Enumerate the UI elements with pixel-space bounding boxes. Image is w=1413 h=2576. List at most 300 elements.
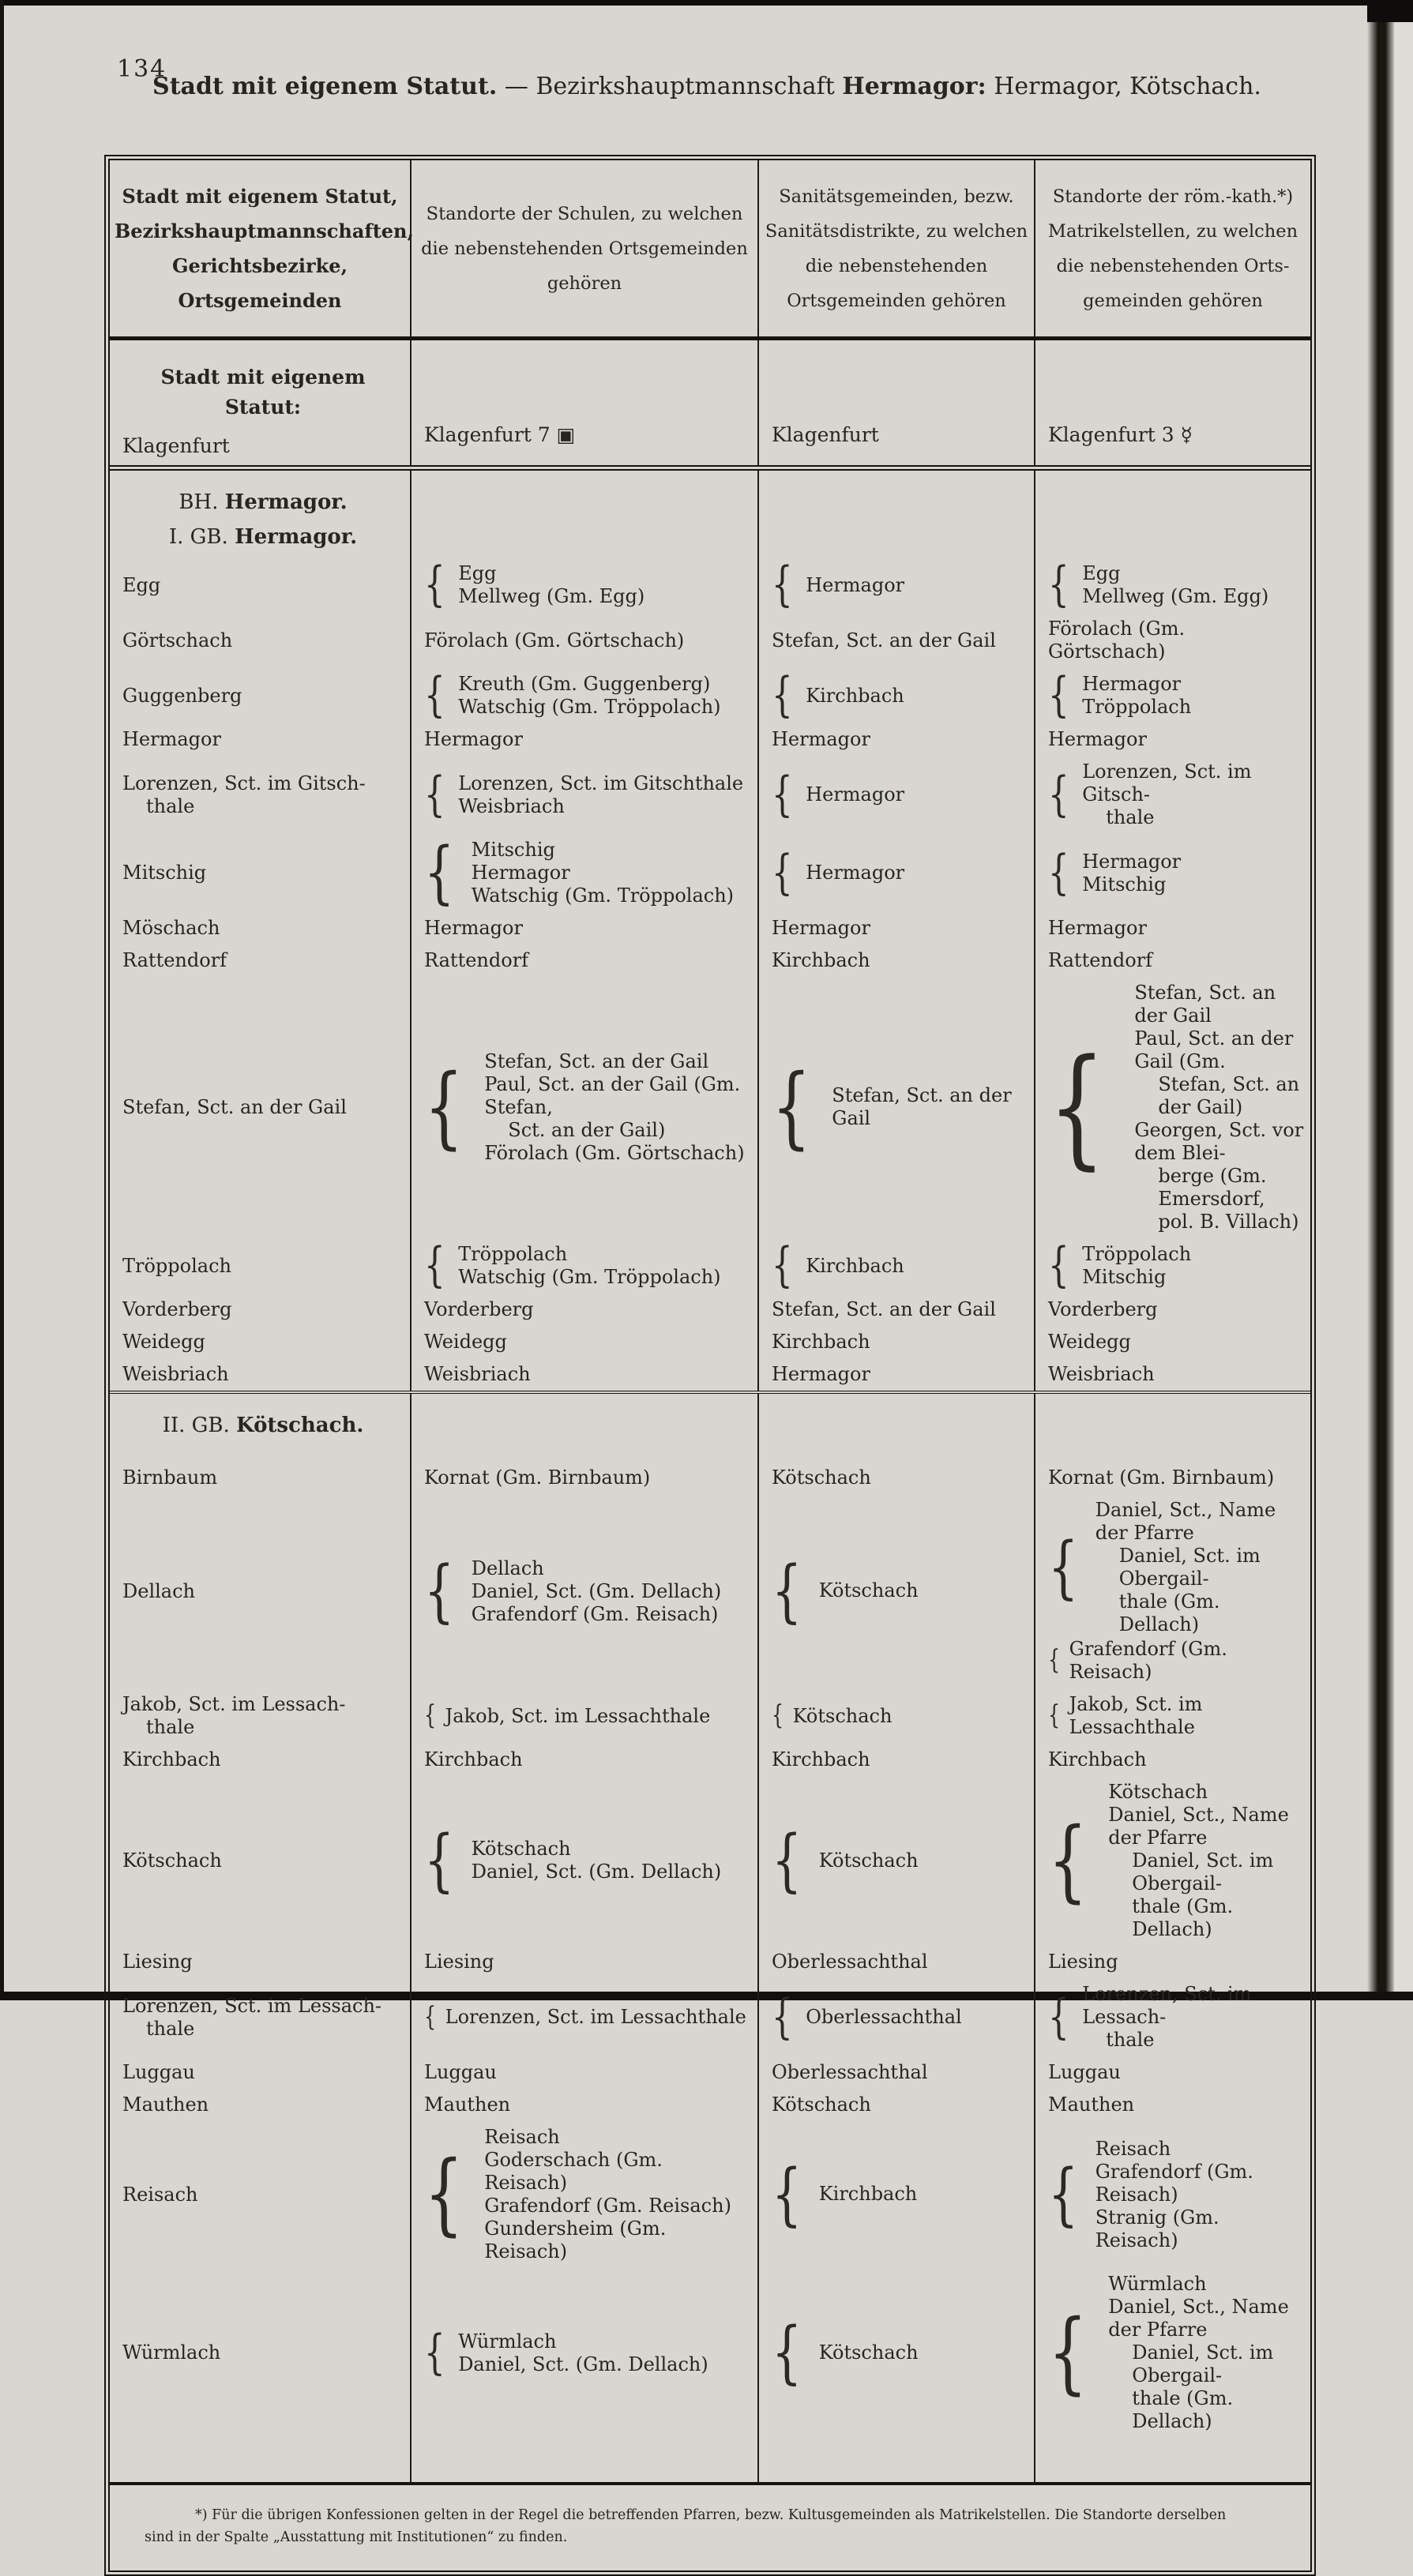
empty-cell bbox=[757, 1394, 1034, 1462]
text-line: Görtschach bbox=[122, 629, 233, 652]
ortsgemeinde-cell bbox=[110, 1294, 410, 1326]
text-line: Weisbriach bbox=[122, 1363, 229, 1385]
entry-group bbox=[772, 1699, 1028, 1732]
text-line: Daniel, Sct. im Obergail- bbox=[1132, 1849, 1274, 1894]
gazetteer-table bbox=[104, 155, 1316, 2576]
text-line: Tröppolach bbox=[1082, 1243, 1192, 1265]
table-row bbox=[110, 558, 1310, 613]
sanitaet-cell bbox=[757, 834, 1034, 912]
sanitaet-cell bbox=[757, 1776, 1034, 1946]
entry-lines bbox=[1048, 917, 1147, 940]
entry-group bbox=[772, 766, 1028, 822]
text-line: Weisbriach bbox=[458, 794, 565, 817]
table-row bbox=[110, 2121, 1310, 2268]
statut-label-cell bbox=[110, 340, 410, 465]
matrikel-cell bbox=[1034, 1978, 1310, 2056]
text-line: Goderschach (Gm. Reisach) bbox=[484, 2149, 663, 2194]
entry-group bbox=[1048, 1466, 1304, 1489]
table-header-row bbox=[110, 160, 1310, 340]
brace-glyph: { bbox=[1048, 557, 1069, 613]
text-line: Hermagor bbox=[772, 1363, 870, 1385]
entry-group bbox=[424, 1821, 751, 1901]
brace-glyph: { bbox=[772, 1055, 811, 1158]
entry-lines bbox=[832, 1084, 1028, 1130]
matrikel-cell bbox=[1034, 1358, 1310, 1391]
text-line: Kornat (Gm. Birnbaum) bbox=[424, 1466, 651, 1489]
brace-glyph: { bbox=[1048, 1808, 1088, 1912]
sanitaet-cell bbox=[757, 1238, 1034, 1294]
schulen-cell bbox=[410, 668, 757, 723]
entry-group bbox=[1048, 1298, 1304, 1321]
entry-lines bbox=[424, 728, 523, 751]
text-line: Vorderberg bbox=[122, 1298, 232, 1320]
text-line: Jakob, Sct. im Lessachthale bbox=[445, 1704, 711, 1727]
empty-cell bbox=[1034, 2438, 1310, 2482]
sanitaet-cell bbox=[757, 756, 1034, 834]
column-header-line: Standorte der Schulen, zu welchen bbox=[426, 203, 743, 224]
matrikel-cell bbox=[1034, 2089, 1310, 2121]
text-line: Lorenzen, Sct. im Gitschthale bbox=[458, 772, 744, 794]
text-line: Hermagor bbox=[806, 783, 905, 805]
entry-group bbox=[424, 2324, 751, 2380]
table-row bbox=[110, 1744, 1310, 1776]
entry-group bbox=[424, 667, 751, 723]
entry-lines bbox=[1082, 851, 1181, 896]
empty-cell bbox=[410, 1394, 757, 1462]
brace-glyph: { bbox=[424, 2324, 445, 2380]
table-row bbox=[110, 1462, 1310, 1494]
text-line: Hermagor bbox=[122, 728, 221, 750]
entry-lines bbox=[424, 1951, 494, 1973]
page-title bbox=[107, 73, 1307, 100]
entry-lines bbox=[472, 1838, 722, 1883]
column-header bbox=[410, 160, 757, 336]
table-row bbox=[110, 834, 1310, 912]
page-title-places: Hermagor, Kötschach. bbox=[994, 73, 1261, 100]
entry-group bbox=[772, 1748, 1028, 1771]
entry-group bbox=[424, 2000, 751, 2033]
text-line: Weidegg bbox=[424, 1331, 507, 1353]
entry-group bbox=[424, 949, 751, 972]
ortsgemeinde-cell bbox=[110, 1326, 410, 1358]
matrikel-cell bbox=[1034, 723, 1310, 756]
empty-cell bbox=[757, 471, 1034, 558]
sanitaet-cell bbox=[757, 944, 1034, 977]
entry-lines bbox=[772, 1363, 870, 1386]
entry-group bbox=[1048, 557, 1304, 613]
text-line: Sct. an der Gail) bbox=[508, 1119, 666, 1141]
text-line: Hermagor bbox=[1082, 850, 1182, 873]
text-line: Rattendorf bbox=[1048, 949, 1153, 971]
empty-cell bbox=[410, 2438, 757, 2482]
entry-lines bbox=[1048, 728, 1147, 751]
schulen-cell bbox=[410, 1462, 757, 1494]
text-line: Daniel, Sct., Name der Pfarre bbox=[1095, 1499, 1276, 1544]
entry-group bbox=[772, 1298, 1028, 1321]
entry-lines bbox=[819, 2341, 919, 2364]
text-line: Liesing bbox=[122, 1951, 193, 1973]
text-line: Möschach bbox=[122, 917, 220, 939]
brace-glyph: { bbox=[424, 766, 445, 822]
brace-glyph: { bbox=[424, 1699, 437, 1732]
ortsgemeinde-cell bbox=[110, 1494, 410, 1688]
entry-group bbox=[1048, 1638, 1304, 1684]
text-line: Kreuth (Gm. Guggenberg) bbox=[458, 673, 711, 695]
entry-group bbox=[772, 1055, 1028, 1158]
matrikel-cell bbox=[1034, 1946, 1310, 1978]
text-line: Hermagor bbox=[806, 862, 905, 884]
brace-glyph: { bbox=[772, 1821, 802, 1901]
schulen-cell bbox=[410, 1776, 757, 1946]
table-row bbox=[110, 723, 1310, 756]
entry-lines bbox=[424, 1466, 650, 1489]
text-line: Stefan, Sct. an der Gail bbox=[484, 1050, 709, 1072]
page-number: 134 bbox=[117, 55, 167, 83]
brace-glyph: { bbox=[772, 766, 793, 822]
entry-group bbox=[424, 1699, 751, 1732]
text-line: pol. B. Villach) bbox=[1158, 1211, 1299, 1233]
table-row bbox=[110, 1238, 1310, 1294]
text-line: Reisach bbox=[1095, 2137, 1171, 2160]
brace-glyph: { bbox=[772, 667, 793, 723]
column-header bbox=[1034, 160, 1310, 336]
sanitaet-cell bbox=[757, 2056, 1034, 2089]
text-line: Egg bbox=[458, 562, 497, 584]
entry-group bbox=[772, 2154, 1028, 2234]
entry-lines bbox=[1048, 1331, 1131, 1354]
matrikel-cell bbox=[1034, 2056, 1310, 2089]
brace-glyph: { bbox=[1048, 1527, 1079, 1607]
brace-glyph: { bbox=[1048, 1699, 1061, 1732]
scan-corner-top-right bbox=[1367, 0, 1413, 22]
entry-lines bbox=[806, 685, 904, 708]
text-line: Mauthen bbox=[424, 2093, 511, 2116]
brace-glyph: { bbox=[424, 2000, 437, 2033]
brace-glyph: { bbox=[424, 2142, 464, 2246]
entry-group bbox=[424, 1466, 751, 1489]
text-line: Tröppolach bbox=[122, 1254, 231, 1277]
entry-lines bbox=[1048, 1466, 1274, 1489]
entry-lines bbox=[772, 2061, 928, 2084]
entry-group bbox=[1048, 728, 1304, 751]
entry-lines bbox=[772, 1748, 870, 1771]
column-header-line: Gerichtsbezirke, bbox=[172, 253, 348, 277]
text-line: Luggau bbox=[1048, 2061, 1121, 2083]
entry-group bbox=[772, 1331, 1028, 1354]
entry-group bbox=[772, 728, 1028, 751]
ortsgemeinde-cell bbox=[110, 1688, 410, 1744]
entry-lines bbox=[1048, 1298, 1158, 1321]
text-line: Tröppolach bbox=[1082, 696, 1192, 718]
table-row bbox=[110, 1358, 1310, 1391]
text-line: Paul, Sct. an der Gail (Gm. bbox=[1134, 1027, 1294, 1072]
table-row bbox=[110, 2056, 1310, 2089]
statut-value-cell: Klagenfurt bbox=[757, 340, 1034, 465]
text-line: Mitschig bbox=[471, 839, 555, 861]
text-line: Grafendorf (Gm. Reisach) bbox=[1095, 2160, 1253, 2206]
text-line: Kötschach bbox=[772, 1466, 871, 1489]
entry-lines bbox=[819, 1849, 919, 1872]
text-line: Stefan, Sct. an der Gail bbox=[1134, 982, 1276, 1027]
text-line: Förolach (Gm. Görtschach) bbox=[484, 1142, 745, 1164]
text-line: Reisach bbox=[484, 2126, 560, 2148]
statut-band-row bbox=[110, 340, 1310, 471]
entry-group bbox=[772, 1988, 1028, 2045]
text-line: Dellach bbox=[122, 1579, 196, 1602]
text-line: Georgen, Sct. vor dem Blei- bbox=[1134, 1119, 1304, 1164]
sanitaet-cell bbox=[757, 912, 1034, 944]
entry-group bbox=[424, 1951, 751, 1973]
matrikel-cell bbox=[1034, 1776, 1310, 1946]
text-line: Kötschach bbox=[818, 1849, 919, 1872]
entry-lines bbox=[424, 2061, 497, 2084]
entry-group bbox=[772, 949, 1028, 972]
entry-lines bbox=[445, 1705, 711, 1728]
text-line: Liesing bbox=[1048, 1951, 1118, 1973]
matrikel-cell bbox=[1034, 1494, 1310, 1688]
text-line: Vorderberg bbox=[1048, 1298, 1158, 1320]
entry-group bbox=[1048, 1748, 1304, 1771]
ortsgemeinde-cell bbox=[110, 2089, 410, 2121]
ortsgemeinde-cell bbox=[110, 1462, 410, 1494]
text-line: Weisbriach bbox=[1048, 1363, 1155, 1385]
entry-lines bbox=[1108, 2273, 1304, 2433]
column-header-line: Matrikelstellen, zu welchen bbox=[1047, 220, 1298, 242]
entry-group bbox=[772, 844, 1028, 900]
entry-lines bbox=[1048, 1951, 1118, 1973]
ortsgemeinde-cell bbox=[110, 1776, 410, 1946]
entry-group bbox=[772, 1363, 1028, 1386]
text-line: Stefan, Sct. an der Gail bbox=[122, 1096, 347, 1118]
entry-lines bbox=[1048, 2061, 1121, 2084]
brace-glyph: { bbox=[424, 1237, 445, 1294]
entry-lines bbox=[458, 1243, 720, 1289]
entry-lines bbox=[424, 949, 528, 972]
table-row bbox=[110, 1326, 1310, 1358]
schulen-cell bbox=[410, 1688, 757, 1744]
entry-group bbox=[424, 629, 751, 652]
page-title-district: Hermagor: bbox=[842, 73, 986, 100]
entry-group bbox=[1048, 2061, 1304, 2084]
brace-glyph: { bbox=[1048, 2154, 1079, 2234]
entry-group bbox=[772, 629, 1028, 652]
text-line: Mellweg (Gm. Egg) bbox=[458, 585, 645, 607]
entry-group bbox=[424, 2061, 751, 2084]
text-line: Lorenzen, Sct. im Lessach- bbox=[1082, 1983, 1252, 2028]
column-header-line: die nebenstehenden Ortsgemeinden bbox=[421, 238, 748, 259]
text-line: Gundersheim (Gm. Reisach) bbox=[484, 2217, 667, 2262]
entry-group bbox=[424, 1551, 751, 1631]
ortsgemeinde-cell bbox=[110, 944, 410, 977]
entry-lines bbox=[819, 2183, 918, 2206]
entry-lines bbox=[458, 2330, 708, 2376]
text-line: Mitschig bbox=[1082, 1266, 1167, 1288]
text-line: Daniel, Sct. im Obergail- bbox=[1132, 2341, 1274, 2386]
text-line: Hermagor bbox=[424, 728, 523, 750]
brace-glyph: { bbox=[424, 1551, 455, 1631]
entry-group bbox=[424, 557, 751, 613]
text-line: Kötschach bbox=[122, 1849, 222, 1872]
sanitaet-cell bbox=[757, 1462, 1034, 1494]
schulen-cell bbox=[410, 944, 757, 977]
table-row bbox=[110, 2089, 1310, 2121]
text-line: Kötschach bbox=[792, 1704, 893, 1727]
schulen-cell bbox=[410, 1358, 757, 1391]
text-line: Jakob, Sct. im Lessach- bbox=[122, 1693, 346, 1715]
column-header bbox=[110, 160, 414, 336]
brace-glyph: { bbox=[772, 844, 793, 900]
column-header-line: die nebenstehenden Orts- bbox=[1056, 255, 1290, 276]
schulen-cell bbox=[410, 1744, 757, 1776]
schulen-cell bbox=[410, 2056, 757, 2089]
entry-lines bbox=[772, 1466, 871, 1489]
table-row bbox=[110, 1688, 1310, 1744]
statut-city: Klagenfurt bbox=[122, 434, 230, 457]
schulen-cell bbox=[410, 1946, 757, 1978]
brace-glyph: { bbox=[1048, 1988, 1069, 2045]
table-row bbox=[110, 1946, 1310, 1978]
brace-glyph: { bbox=[772, 557, 793, 613]
entry-lines bbox=[1082, 760, 1304, 829]
matrikel-cell bbox=[1034, 668, 1310, 723]
ortsgemeinde-cell bbox=[110, 2268, 410, 2438]
entry-lines bbox=[1048, 1748, 1147, 1771]
text-line: thale bbox=[1106, 2029, 1155, 2051]
text-line: Kirchbach bbox=[1048, 1748, 1147, 1771]
text-line: Mellweg (Gm. Egg) bbox=[1082, 585, 1269, 607]
text-line: Hermagor bbox=[1048, 728, 1147, 750]
entry-lines bbox=[1048, 2093, 1134, 2116]
text-line: Stefan, Sct. an der Gail bbox=[772, 629, 996, 652]
entry-group bbox=[1048, 760, 1304, 829]
text-line: Reisach bbox=[122, 2183, 198, 2206]
schulen-cell bbox=[410, 2089, 757, 2121]
text-line: Egg bbox=[122, 573, 161, 596]
text-line: Hermagor bbox=[806, 573, 905, 596]
text-line: Würmlach bbox=[1108, 2273, 1207, 2295]
entry-group bbox=[424, 766, 751, 822]
entry-lines bbox=[793, 1705, 893, 1728]
entry-lines bbox=[772, 629, 996, 652]
text-line: Stranig (Gm. Reisach) bbox=[1095, 2206, 1219, 2251]
sanitaet-cell bbox=[757, 1744, 1034, 1776]
section-heading-name: Hermagor. bbox=[224, 490, 348, 514]
column-header-line: Sanitätsgemeinden, bezw. bbox=[779, 186, 1014, 207]
entry-lines bbox=[484, 1050, 751, 1165]
text-line: Kötschach bbox=[818, 2341, 919, 2364]
entry-group bbox=[424, 728, 751, 751]
entry-lines bbox=[772, 2093, 871, 2116]
entry-lines bbox=[1082, 562, 1268, 608]
table-row bbox=[110, 756, 1310, 834]
page-title-bh: — Bezirkshauptmannschaft bbox=[504, 73, 835, 100]
entry-lines bbox=[424, 629, 684, 652]
text-line: berge (Gm. Emersdorf, bbox=[1158, 1165, 1267, 1210]
footnote-text: *) Für die übrigen Konfessionen gelten in der Regel die betreffenden Pfarren, bezw. Kultusgemeinden als Matrikelstellen. Die Standorte derselben sind in der Spalte „Ausstattung mit Institutionen“ zu finden. bbox=[145, 2507, 1227, 2545]
entry-lines bbox=[1082, 673, 1191, 719]
schulen-cell bbox=[410, 1978, 757, 2056]
table-body bbox=[110, 160, 1310, 2482]
empty-cell bbox=[1034, 1394, 1310, 1462]
entry-lines bbox=[424, 917, 523, 940]
section-heading-name: Kötschach. bbox=[236, 1414, 364, 1437]
brace-glyph: { bbox=[772, 1551, 802, 1631]
table-row bbox=[110, 977, 1310, 1238]
ortsgemeinde-cell bbox=[110, 912, 410, 944]
empty-cell bbox=[110, 2438, 410, 2482]
matrikel-cell bbox=[1034, 2121, 1310, 2268]
filler-row bbox=[110, 2438, 1310, 2482]
text-line: Daniel, Sct., Name der Pfarre bbox=[1108, 1804, 1289, 1849]
entry-lines bbox=[1095, 2138, 1304, 2252]
brace-glyph: { bbox=[1048, 1644, 1061, 1677]
entry-group bbox=[772, 1237, 1028, 1294]
entry-group bbox=[772, 667, 1028, 723]
sanitaet-cell bbox=[757, 2268, 1034, 2438]
page-title-statut: Stadt mit eigenem Statut. bbox=[152, 73, 498, 100]
ortsgemeinde-cell bbox=[110, 2121, 410, 2268]
text-line: Vorderberg bbox=[424, 1298, 534, 1320]
table-row bbox=[110, 912, 1310, 944]
brace-glyph: { bbox=[1048, 844, 1069, 900]
section-heading-name: Hermagor. bbox=[235, 525, 358, 549]
statut-heading bbox=[122, 362, 404, 422]
brace-glyph: { bbox=[772, 1237, 793, 1294]
text-line: thale bbox=[146, 1716, 195, 1738]
brace-glyph: { bbox=[772, 2313, 802, 2393]
brace-glyph: { bbox=[772, 1699, 784, 1732]
entry-group bbox=[772, 2093, 1028, 2116]
entry-lines bbox=[806, 862, 904, 884]
text-line: Dellach bbox=[471, 1556, 544, 1579]
text-line: Mitschig bbox=[1082, 873, 1167, 896]
sanitaet-cell bbox=[757, 977, 1034, 1238]
entry-lines bbox=[772, 1951, 928, 1973]
entry-group bbox=[424, 833, 751, 913]
sanitaet-cell bbox=[757, 1978, 1034, 2056]
schulen-cell bbox=[410, 723, 757, 756]
entry-lines bbox=[806, 2006, 962, 2029]
column-header-line: die nebenstehenden bbox=[805, 255, 988, 276]
matrikel-cell bbox=[1034, 1326, 1310, 1358]
entry-lines bbox=[1048, 1363, 1155, 1386]
entry-group bbox=[1048, 1363, 1304, 1386]
entry-lines bbox=[472, 1557, 722, 1626]
sanitaet-cell bbox=[757, 2121, 1034, 2268]
text-line: Oberlessachthal bbox=[772, 1951, 928, 1973]
entry-group bbox=[424, 1363, 751, 1386]
entry-group bbox=[772, 2061, 1028, 2084]
ortsgemeinde-cell bbox=[110, 1978, 410, 2056]
brace-glyph: { bbox=[424, 833, 455, 913]
sanitaet-cell bbox=[757, 1688, 1034, 1744]
matrikel-cell bbox=[1034, 977, 1310, 1238]
schulen-cell bbox=[410, 2268, 757, 2438]
text-line: Daniel, Sct., Name der Pfarre bbox=[1108, 2296, 1289, 2341]
brace-glyph: { bbox=[772, 2154, 802, 2234]
matrikel-cell bbox=[1034, 1688, 1310, 1744]
entry-group bbox=[1048, 1693, 1304, 1739]
column-header bbox=[757, 160, 1034, 336]
text-line: Kirchbach bbox=[424, 1748, 523, 1771]
matrikel-cell bbox=[1034, 558, 1310, 613]
ortsgemeinde-cell bbox=[110, 558, 410, 613]
schulen-cell bbox=[410, 2121, 757, 2268]
entry-lines bbox=[424, 1331, 507, 1354]
text-line: Grafendorf (Gm. Reisach) bbox=[484, 2195, 731, 2217]
text-line: Kötschach bbox=[1108, 1781, 1208, 1803]
entry-group bbox=[1048, 844, 1304, 900]
